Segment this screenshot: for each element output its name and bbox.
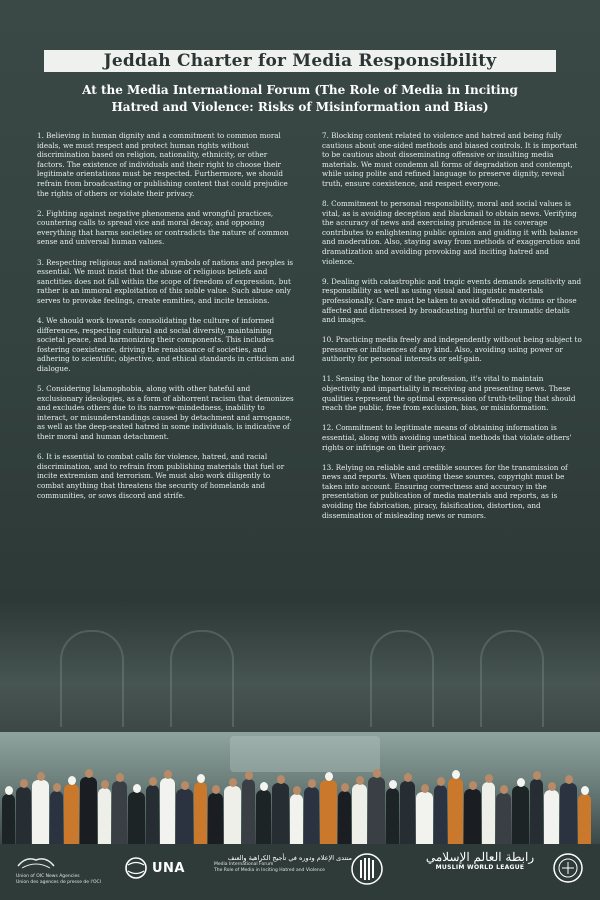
- attendee-figure: [32, 780, 49, 844]
- footer-logos: [0, 844, 600, 900]
- charter-item-4: 4. We should work towards consolidating the culture of informed differences, respecting cultural and social diversity, maintaining societal peace, and harmonizing their components. This includes fostering coexistence, driving the renaissance of societies, and adhering to scientific, objective, and ethical standards in criticism and dialogue.: [37, 316, 295, 373]
- attendee-head: [229, 778, 237, 787]
- charter-item-6: 6. It is essential to combat calls for violence, hatred, and racial discrimination, and to refrain from publishing materials that fuel or incite extremism and terrorism. We must also work diligently to combat anything that threatens the security of homelands and communities, or sows discord and strife.: [37, 452, 285, 500]
- attendee-figure: [208, 793, 223, 844]
- attendee-figure: [320, 780, 337, 844]
- attendee-figure: [146, 785, 159, 844]
- charter-item-1: 1. Believing in human dignity and a commitment to common moral ideals, we must respect and protect human rights without discrimination based on religion, nationality, ethnicity, or other factors. The existence of individuals and their right to choose their legitimate orientations must be respected. Furthermore, we should refrain from broadcasting or publishing content that could prejudice the rights of others or violate their privacy.: [37, 131, 288, 198]
- attendee-head: [517, 778, 525, 787]
- attendee-head: [404, 773, 412, 782]
- attendee-head: [181, 781, 189, 790]
- attendee-head: [212, 785, 220, 794]
- attendee-head: [164, 770, 172, 779]
- attendee-figure: [128, 792, 145, 844]
- subtitle-line: Hatred and Violence: Risks of Misinformation and Bias): [111, 100, 489, 114]
- attendee-head: [68, 776, 76, 785]
- attendee-figure: [290, 794, 303, 844]
- page-title: Jeddah Charter for Media Responsibility: [103, 51, 497, 71]
- attendee-figure: [304, 787, 319, 844]
- attendee-figure: [400, 781, 415, 844]
- attendee-figure: [2, 794, 15, 844]
- union-name-fr: Union des agences de presse de l'OCI: [16, 879, 101, 885]
- attendee-head: [565, 775, 573, 784]
- charter-item-8: 8. Commitment to personal responsibility, moral and social values is vital, as is avoiding deception and blackmail to obtain news. Verifying the accuracy of news and exercising prudence in its coverage contributes to enlightening public opinion and guiding it with balance and moderation. Also, staying away from methods of exaggeration and dramatization and avoiding provoking and inciting hatred and violence.: [322, 199, 581, 266]
- arch-decoration: [480, 630, 544, 727]
- attendee-head: [469, 781, 477, 790]
- forum-name-en: Media International Forum: [214, 862, 274, 867]
- arch-decoration: [170, 630, 234, 727]
- attendee-head: [149, 777, 157, 786]
- attendee-head: [245, 771, 253, 780]
- attendee-figure: [224, 786, 241, 844]
- attendee-head: [452, 770, 460, 779]
- attendee-head: [53, 783, 61, 792]
- arch-decoration: [370, 630, 434, 727]
- attendee-head: [293, 786, 301, 795]
- attendee-head: [533, 771, 541, 780]
- attendee-figure: [16, 787, 31, 844]
- attendee-head: [356, 776, 364, 785]
- charter-item-2: 2. Fighting against negative phenomena and wrongful practices, countering calls to spread vice and moral decay, and opposing everything that harms societies or contradicts the nature of common sense and universal human values.: [37, 208, 289, 247]
- attendee-figure: [448, 778, 463, 844]
- attendee-figure: [80, 777, 97, 844]
- attendee-figure: [578, 794, 591, 844]
- attendee-figure: [512, 786, 529, 844]
- subtitle-line: At the Media International Forum (The Role of Media in Inciting: [82, 83, 518, 97]
- attendee-figure: [464, 789, 481, 844]
- attendee-head: [101, 780, 109, 789]
- attendee-head: [37, 772, 45, 781]
- union-name-en: Union of OIC News Agencies: [16, 874, 80, 879]
- charter-item-3: 3. Respecting religious and national symbols of nations and peoples is essential. We must insist that the abuse of religious beliefs and sanctities does not fall within the scope of freedom of expression, but rather is an immoral exploitation of this noble value. Such abuse only serves to provoke feelings, create enmities, and incite tensions.: [37, 257, 294, 305]
- mwl-name-en: MUSLIM WORLD LEAGUE: [435, 864, 525, 871]
- union-oic-logo: [16, 854, 106, 885]
- charter-right-column: [322, 131, 582, 531]
- attendee-figure: [176, 789, 193, 844]
- attendee-head: [260, 782, 268, 791]
- una-globe-icon: [124, 856, 148, 880]
- attendee-figure: [530, 779, 543, 844]
- attendee-head: [133, 784, 141, 793]
- group-photo-crowd: [0, 752, 600, 844]
- attendee-figure: [242, 779, 255, 844]
- attendee-head: [500, 785, 508, 794]
- attendee-figure: [50, 791, 63, 844]
- mwl-name-ar: رابطة العالم الإسلامي: [425, 850, 535, 864]
- charter-item-5: 5. Considering Islamophobia, along with other hateful and exclusionary ideologies, as a form of abhorrent racism that demonizes and excludes others due to its narrow-mindedness, inability to interact, or misunderstandings caused by detachment and arrogance, as well as the deep-seated hatred in some individuals, is indicative of their moral and human detachment.: [37, 384, 294, 442]
- attendee-figure: [272, 783, 289, 844]
- attendee-head: [341, 783, 349, 792]
- forum-emblem-icon: [350, 852, 384, 886]
- charter-item-12: 12. Commitment to legitimate means of obtaining information is essential, along with avoiding unethical methods that violate others' rights or infringe on their privacy.: [322, 423, 572, 452]
- attendee-head: [373, 769, 381, 778]
- charter-item-10: 10. Practicing media freely and independently without being subject to pressures or influences of any kind. Also, avoiding using power or authority for personal interests or self-gain.: [322, 335, 582, 364]
- attendee-figure: [352, 784, 367, 844]
- attendee-head: [116, 773, 124, 782]
- forum-logo-text: [214, 854, 352, 873]
- attendee-figure: [496, 793, 511, 844]
- attendee-head: [389, 780, 397, 789]
- attendee-head: [5, 786, 13, 795]
- charter-item-13: 13. Relying on reliable and credible sources for the transmission of news and reports. When quoting these sources, copyright must be taken into account. Ensuring correctness and accuracy in the presentation or publication of media materials and reports, as is avoiding the fabrication, piracy, falsification, distortion, and dissemination of misleading news or rumors.: [322, 462, 568, 520]
- attendee-head: [485, 774, 493, 783]
- attendee-figure: [160, 778, 175, 844]
- attendee-head: [548, 782, 556, 791]
- charter-item-7: 7. Blocking content related to violence and hatred and being fully cautious about one-sided methods and biased controls. It is important to be cautious about disseminating offensive or insulting media materials. We must condemn all forms of degradation and contempt, while using polite and refined language to preserve dignity, reveal truth, ensure coexistence, and respect everyone.: [322, 131, 578, 188]
- attendee-figure: [544, 790, 559, 844]
- charter-item-11: 11. Sensing the honor of the profession, it's vital to maintain objectivity and impartiality in receiving and presenting news. These qualities represent the optimal expression of truth-telling that should reach the public, free from exclusion, bias, or misinformation.: [322, 374, 576, 413]
- attendee-head: [197, 774, 205, 783]
- charter-item-9: 9. Dealing with catastrophic and tragic events demands sensitivity and responsibility as well as using visual and linguistic materials professionally. Care must be taken to avoid offending victims or those affected and distressed by broadcasting hurtful or traumatic details and images.: [322, 276, 582, 325]
- attendee-figure: [98, 788, 111, 844]
- attendee-figure: [338, 791, 351, 844]
- attendee-figure: [112, 781, 127, 844]
- forum-name-ar: منتدى الإعلام ودوره في تأجيج الكراهية والعنف: [227, 854, 352, 862]
- una-logo: [124, 856, 196, 884]
- attendee-head: [20, 779, 28, 788]
- union-emblem-icon: [16, 854, 56, 870]
- attendee-figure: [386, 788, 399, 844]
- attendee-head: [308, 779, 316, 788]
- attendee-figure: [256, 790, 271, 844]
- attendee-head: [437, 777, 445, 786]
- attendee-figure: [482, 782, 495, 844]
- charter-left-column: [37, 131, 297, 511]
- attendee-figure: [368, 777, 385, 844]
- attendee-figure: [416, 792, 433, 844]
- mwl-seal-icon: [552, 852, 584, 884]
- attendee-figure: [434, 785, 447, 844]
- attendee-head: [85, 769, 93, 778]
- attendee-head: [325, 772, 333, 781]
- attendee-figure: [560, 783, 577, 844]
- attendee-head: [277, 775, 285, 784]
- attendee-head: [421, 784, 429, 793]
- una-wordmark: UNA: [152, 861, 185, 876]
- attendee-figure: [194, 782, 207, 844]
- page-subtitle: [20, 82, 580, 116]
- forum-theme-en: The Role of Media in Inciting Hatred and Violence: [214, 867, 325, 873]
- attendee-figure: [64, 784, 79, 844]
- arch-decoration: [60, 630, 124, 727]
- attendee-head: [581, 786, 589, 795]
- mwl-logo: [418, 850, 542, 871]
